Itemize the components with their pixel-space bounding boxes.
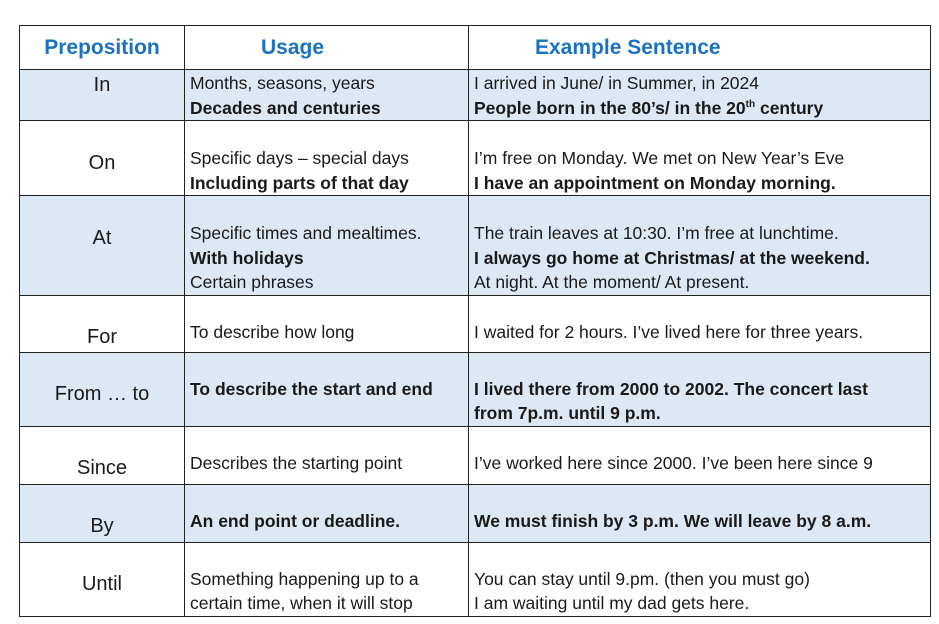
example-cell bbox=[469, 426, 931, 484]
usage-cell bbox=[185, 70, 469, 121]
example-line: You can stay until 9.pm. (then you must go) bbox=[474, 568, 810, 589]
example-line: The train leaves at 10:30. I’m free at lunchtime. bbox=[474, 223, 839, 243]
example-line: People born in the 80’s/ in the 20th century bbox=[474, 97, 824, 118]
usage-line: Decades and centuries bbox=[190, 97, 381, 118]
usage-line: Certain phrases bbox=[190, 272, 314, 292]
usage-cell bbox=[185, 352, 469, 426]
usage-cell bbox=[185, 484, 469, 542]
table-row bbox=[20, 70, 931, 121]
usage-line: Specific times and mealtimes. bbox=[190, 223, 422, 243]
table-row bbox=[20, 196, 931, 296]
example-line: I waited for 2 hours. I’ve lived here for three years. bbox=[474, 321, 864, 342]
preposition-cell bbox=[20, 295, 185, 352]
example-cell bbox=[469, 484, 931, 542]
preposition-cell bbox=[20, 70, 185, 121]
usage-line: certain time, when it will stop bbox=[190, 593, 413, 613]
table-row bbox=[20, 352, 931, 426]
preposition-cell bbox=[20, 121, 185, 196]
header-usage: Usage bbox=[185, 26, 469, 70]
usage-line: Specific days – special days bbox=[190, 148, 409, 168]
example-line: I’m free on Monday. We met on New Year’s Eve bbox=[474, 148, 845, 168]
preposition-cell bbox=[20, 196, 185, 296]
preposition-cell bbox=[20, 484, 185, 542]
example-line: I have an appointment on Monday morning. bbox=[474, 172, 836, 193]
example-line: from 7p.m. until 9 p.m. bbox=[474, 403, 661, 423]
header-row bbox=[20, 26, 931, 70]
preposition-label: For bbox=[87, 325, 117, 348]
preposition-cell bbox=[20, 542, 185, 616]
table-row bbox=[20, 426, 931, 484]
example-line: We must finish by 3 p.m. We will leave by 8 a.m. bbox=[474, 510, 872, 531]
usage-cell bbox=[185, 426, 469, 484]
table-row bbox=[20, 542, 931, 616]
preposition-cell bbox=[20, 426, 185, 484]
usage-line: With holidays bbox=[190, 247, 304, 268]
usage-line: Months, seasons, years bbox=[190, 73, 375, 93]
example-line: I lived there from 2000 to 2002. The concert last bbox=[474, 378, 868, 399]
example-cell bbox=[469, 196, 931, 296]
table-row bbox=[20, 295, 931, 352]
example-cell bbox=[469, 352, 931, 426]
preposition-label: From … to bbox=[54, 382, 150, 405]
example-cell bbox=[469, 542, 931, 616]
example-line: At night. At the moment/ At present. bbox=[474, 272, 750, 292]
preposition-label: In bbox=[93, 74, 111, 96]
example-line: I am waiting until my dad gets here. bbox=[474, 593, 750, 613]
usage-cell bbox=[185, 295, 469, 352]
usage-line: An end point or deadline. bbox=[190, 510, 400, 531]
usage-line: To describe the start and end bbox=[190, 378, 433, 399]
usage-line: Including parts of that day bbox=[190, 172, 409, 193]
usage-line: To describe how long bbox=[190, 321, 355, 342]
usage-line: Describes the starting point bbox=[190, 452, 403, 473]
usage-cell bbox=[185, 121, 469, 196]
preposition-label: By bbox=[90, 514, 114, 537]
example-cell bbox=[469, 295, 931, 352]
preposition-label: On bbox=[88, 152, 116, 174]
preposition-cell bbox=[20, 352, 185, 426]
preposition-label: Since bbox=[76, 456, 128, 479]
example-line: I’ve worked here since 2000. I’ve been here since 9 bbox=[474, 452, 873, 473]
usage-cell bbox=[185, 196, 469, 296]
usage-cell bbox=[185, 542, 469, 616]
preposition-table bbox=[19, 25, 931, 617]
example-line: I always go home at Christmas/ at the weekend. bbox=[474, 247, 870, 268]
preposition-label: At bbox=[92, 227, 112, 249]
example-cell bbox=[469, 70, 931, 121]
table-row bbox=[20, 121, 931, 196]
header-example-sentence: Example Sentence bbox=[469, 26, 931, 70]
preposition-label: Until bbox=[81, 572, 122, 595]
header-preposition: Preposition bbox=[20, 26, 185, 70]
example-cell bbox=[469, 121, 931, 196]
example-line: I arrived in June/ in Summer, in 2024 bbox=[474, 73, 760, 93]
table-row bbox=[20, 484, 931, 542]
usage-line: Something happening up to a bbox=[190, 568, 419, 589]
